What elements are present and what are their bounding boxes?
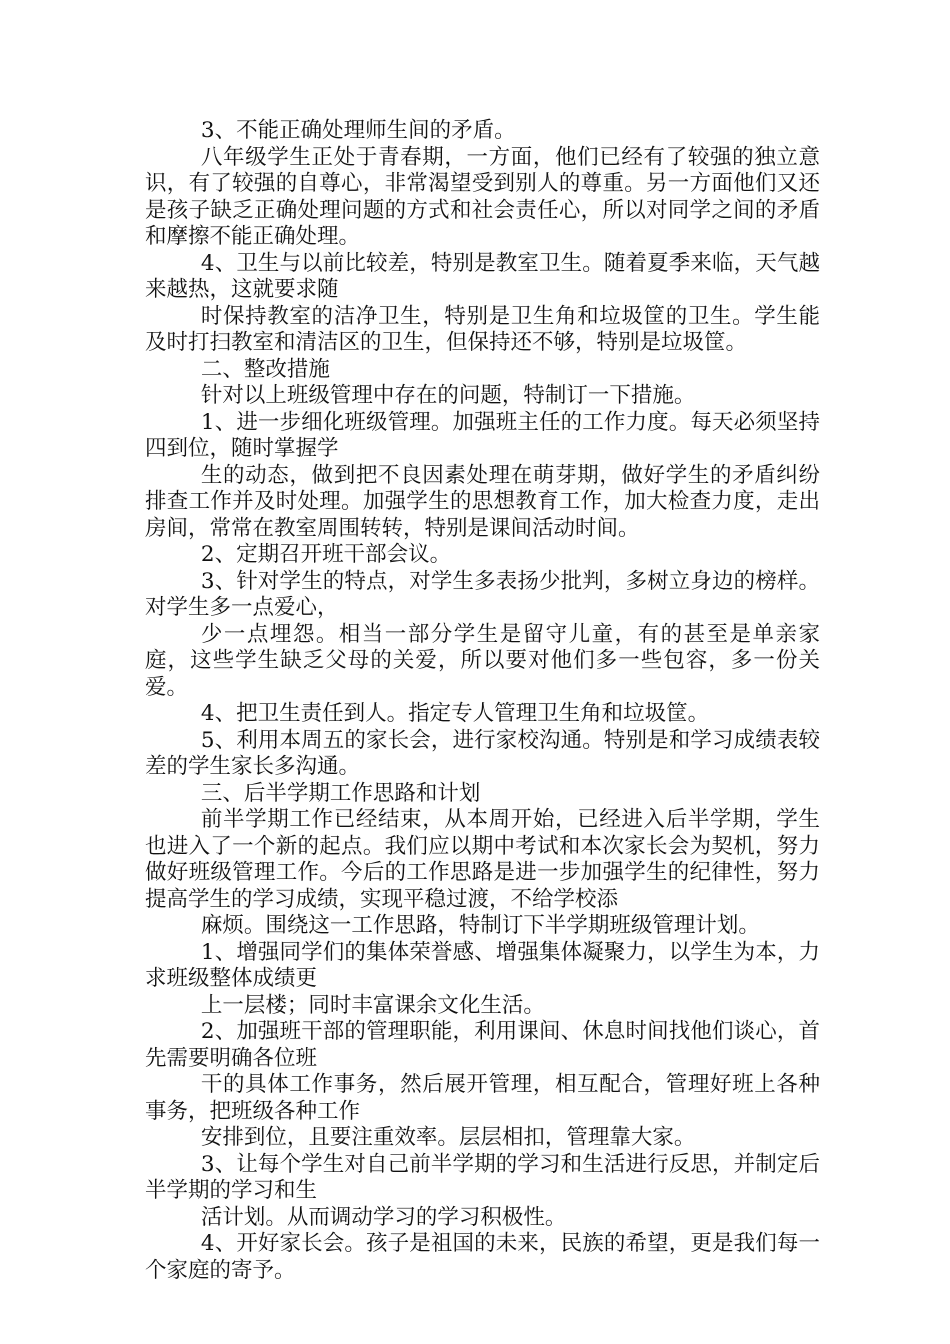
paragraph: 活计划。从而调动学习的学习积极性。 (200, 1204, 567, 1230)
paragraph: 2、定期召开班干部会议。 (200, 542, 452, 567)
paragraph: 4、把卫生责任到人。指定专人管理卫生角和垃圾筐。 (200, 701, 710, 726)
paragraph: 针对以上班级管理中存在的问题，特制订一下措施。 (200, 383, 696, 408)
paragraph: 4、开好家长会。孩子是祖国的未来，民族的希望，更是我们每一个家庭的寄予。 (145, 1231, 820, 1283)
paragraph: 3、让每个学生对自己前半学期的学习和生活进行反思，并制定后半学期的学习和生 (145, 1151, 820, 1203)
paragraph: 少一点埋怨。相当一部分学生是留守儿童，有的甚至是单亲家庭，这些学生缺乏父母的关爱，所以要对他们多一些包容，多一份关爱。 (145, 621, 820, 700)
paragraph: 3、不能正确处理师生间的矛盾。 (200, 118, 516, 143)
paragraph: 八年级学生正处于青春期，一方面，他们已经有了较强的独立意识，有了较强的自尊心，非常渴望受到别人的尊重。另一方面他们又还是孩子缺乏正确处理问题的方式和社会责任心，所以对同学之间的矛盾和摩擦不能正确处理。 (145, 144, 820, 249)
paragraph: 3、针对学生的特点，对学生多表扬少批判，多树立身边的榜样。对学生多一点爱心， (145, 568, 820, 620)
section-heading: 二、整改措施 (200, 356, 330, 382)
paragraph: 生的动态，做到把不良因素处理在萌芽期，做好学生的矛盾纠纷排查工作并及时处理。加强学生的思想教育工作，加大检查力度，走出房间，常常在教室周围转转，特别是课间活动时间。 (145, 462, 820, 541)
paragraph: 前半学期工作已经结束，从本周开始，已经进入后半学期，学生也进入了一个新的起点。我们应以期中考试和本次家长会为契机，努力做好班级管理工作。今后的工作思路是进一步加强学生的纪律性，努力提高学生的学习成绩，实现平稳过渡，不给学校添 (145, 807, 820, 912)
paragraph: 麻烦。围绕这一工作思路，特制订下半学期班级管理计划。 (200, 913, 760, 938)
paragraph: 4、卫生与以前比较差，特别是教室卫生。随着夏季来临，天气越来越热，这就要求随 (145, 250, 820, 302)
paragraph: 1、增强同学们的集体荣誉感、增强集体凝聚力，以学生为本，力求班级整体成绩更 (145, 939, 820, 991)
section-heading: 三、后半学期工作思路和计划 (200, 780, 481, 806)
paragraph: 上一层楼；同时丰富课余文化生活。 (200, 992, 545, 1018)
paragraph: 干的具体工作事务，然后展开管理，相互配合，管理好班上各种事务，把班级各种工作 (145, 1072, 820, 1124)
paragraph: 1、进一步细化班级管理。加强班主任的工作力度。每天必须坚持四到位，随时掌握学 (145, 409, 820, 461)
paragraph: 时保持教室的洁净卫生，特别是卫生角和垃圾筐的卫生。学生能及时打扫教室和清洁区的卫生，但保持还不够，特别是垃圾筐。 (145, 303, 820, 355)
paragraph: 5、利用本周五的家长会，进行家校沟通。特别是和学习成绩表较差的学生家长多沟通。 (145, 727, 820, 779)
paragraph: 2、加强班干部的管理职能，利用课间、休息时间找他们谈心，首先需要明确各位班 (145, 1019, 820, 1071)
document-body (145, 118, 820, 1284)
paragraph: 安排到位，且要注重效率。层层相扣，管理靠大家。 (200, 1125, 696, 1150)
